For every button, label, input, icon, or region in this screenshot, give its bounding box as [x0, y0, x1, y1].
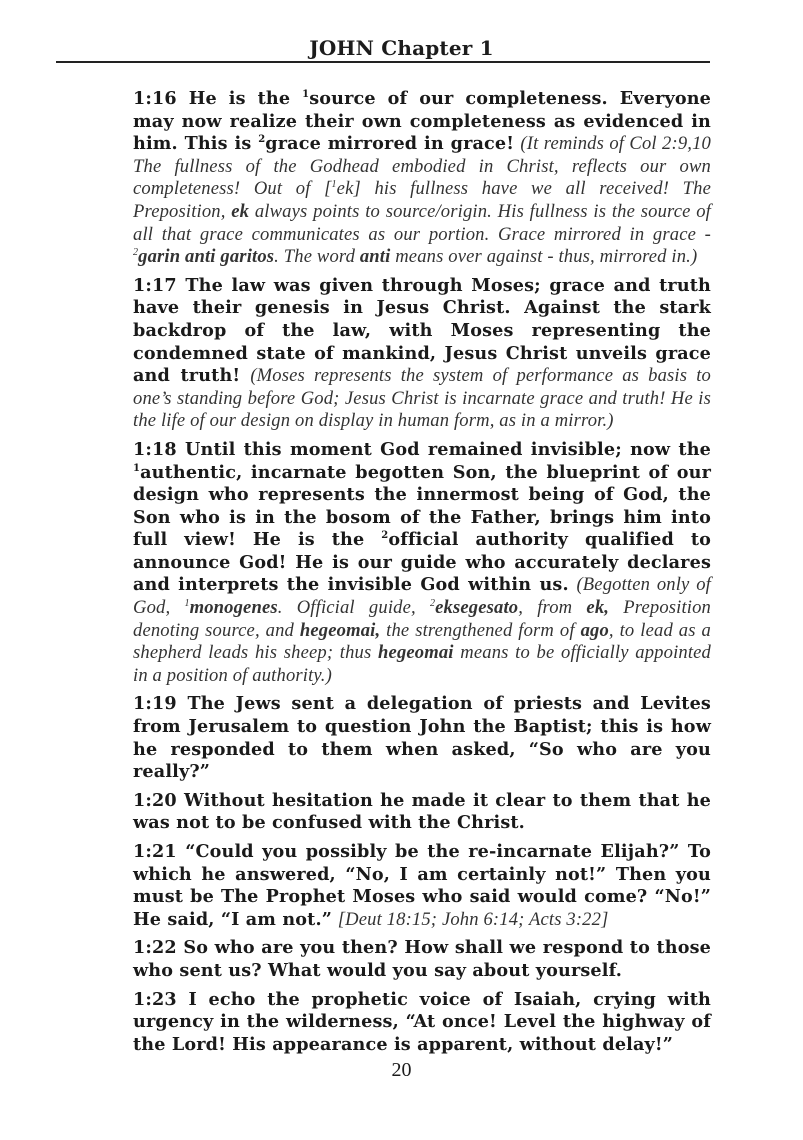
verse-text: 1:20 Without hesitation he made it clear to them that he was not to be confused with the Christ. — [133, 789, 711, 834]
verse-text: 1:17 The law was given through Moses; grace and truth have their genesis in Jesus Christ. Against the stark backdrop of the law, with Moses representing the condemned state of mankind, Jesus Christ unveils grace and truth! — [133, 274, 711, 387]
verse-text: 1:16 He is the — [133, 88, 303, 109]
greek-term: eksegesato — [435, 597, 519, 619]
greek-term: monogenes — [189, 597, 278, 619]
verse-1-18 — [133, 439, 711, 688]
verse-text: grace mirrored in grace! — [265, 133, 515, 155]
greek-term: anti — [359, 246, 391, 268]
verse-commentary: (Begotten only of God, $^1$monogenes. Official guide, $^2$eksegesato, from ek, Preposition denoting source, and hegeomai, the strengthened form of ago, to lead as a shepherd leads his sheep; thus hegeomai means to be officially appointed in a position of authority.) — [133, 574, 711, 686]
verse-1-20 — [133, 790, 711, 835]
footnote-marker: 2 — [258, 134, 266, 146]
greek-term: ek — [231, 200, 250, 222]
verse-text: 1:19 The Jews sent a delegation of priests and Levites from Jerusalem to question John the Baptist; this is how he responded to them when asked, “So who are you really?” — [133, 693, 711, 783]
verse-commentary: (It reminds of Col 2:9,10 The fullness of the Godhead embodied in Christ, reflects our own completeness! Out of [$^1$ek] his fullness have we all received! The Preposition, ek always points to source/origin. His fullness is the source of all that grace communicates as our portion. Grace mirrored in grace - $^2$garin anti garitos. The word anti means over against - thus, mirrored in.) — [133, 133, 712, 268]
verse-text: 1:22 So who are you then? How shall we respond to those who sent us? What would you say about yourself. — [133, 937, 711, 981]
greek-term: garin anti garitos — [138, 246, 275, 268]
verse-text: authentic, incarnate begotten Son, the blueprint of our design who represents the innermost being of God, the Son who is in the bosom of the Father, brings him into full view! He is the — [133, 461, 711, 551]
verse-text: 1:18 Until this moment God remained invisible; now the — [133, 438, 711, 460]
verse-1-19 — [133, 693, 711, 783]
verse-text: official authority qualified to announce God! He is our guide who accurately declares and interprets the invisible God within us. — [133, 529, 711, 596]
verse-commentary: [Deut 18:15; John 6:14; Acts 3:22] — [337, 908, 609, 930]
greek-term: ago — [580, 619, 609, 641]
verse-1-22 — [133, 937, 711, 982]
header-divider — [56, 61, 710, 63]
verse-1-23 — [133, 989, 711, 1057]
verse-1-16 — [133, 88, 711, 269]
chapter-title: JOHN Chapter 1 — [309, 36, 494, 60]
page-number: 20 — [391, 1059, 412, 1081]
verse-commentary: (Moses represents the system of performance as basis to one’s standing before God; Jesus Christ is incarnate grace and truth! He is the life of our design on display in human form, as in a mirror.) — [133, 365, 711, 432]
footnote-marker: 1 — [302, 89, 310, 100]
verse-text: 1:21 “Could you possibly be the re-incarnate Elijah?” To which he answered, “No, I am certainly not!” Then you must be The Prophet Moses who said would come? “No!” He said, “I am not.” — [133, 841, 711, 930]
verse-1-17 — [133, 275, 711, 433]
footnote-marker: 2 — [381, 530, 389, 542]
footnote-marker: 1 — [133, 462, 141, 474]
verse-text: source of our completeness. Everyone may now realize their own completeness as evidenced in him. This is — [133, 88, 711, 155]
greek-term: hegeomai, — [299, 619, 381, 641]
page-content — [133, 88, 711, 1062]
greek-term: hegeomai — [378, 642, 454, 664]
verse-text: 1:23 I echo the prophetic voice of Isaiah, crying with urgency in the wilderness, “At once! Level the highway of the Lord! His appearance is apparent, without delay!” — [133, 988, 711, 1055]
greek-term: ek, — [586, 597, 610, 619]
verse-1-21 — [133, 841, 711, 931]
